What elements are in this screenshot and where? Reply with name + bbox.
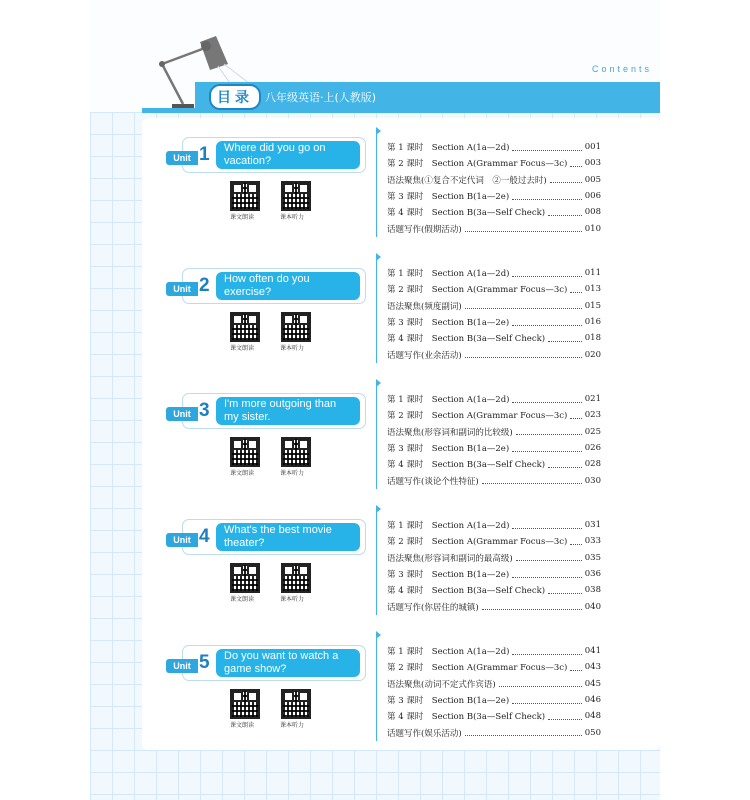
unit-label: Unit [166,282,198,296]
lesson-item[interactable] [387,550,601,566]
lesson-label: 语法聚焦(动词不定式作宾语) [387,679,496,690]
page-number: 015 [584,300,601,311]
qr-label: 课本听力 [280,470,305,477]
unit-header-4 [166,519,366,609]
qr-label: 课文朗读 [230,470,255,477]
lesson-label: 第 3 课时 Section B(1a—2e) [387,444,510,455]
unit-number: 5 [199,652,210,673]
leader-dots [482,603,582,610]
lesson-item[interactable] [387,582,601,598]
lesson-label: 第 1 课时 Section A(1a—2d) [387,269,510,280]
lesson-label: 第 1 课时 Section A(1a—2d) [387,521,510,532]
page-number: 021 [584,394,601,405]
leader-dots [465,729,582,736]
page-number: 016 [584,317,601,328]
leader-dots [548,587,582,594]
unit-title[interactable]: How often do you exercise? [216,272,360,300]
section-divider [376,259,377,363]
lesson-label: 第 2 课时 Section A(Grammar Focus—3c) [387,411,568,422]
page-number: 008 [584,207,601,218]
section-divider [376,511,377,615]
page-number: 040 [584,601,601,612]
lesson-item[interactable] [387,346,601,362]
lesson-label: 第 2 课时 Section A(Grammar Focus—3c) [387,285,568,296]
leader-dots [512,396,581,403]
unit-title[interactable]: I'm more outgoing than my sister. [216,397,360,425]
lesson-label: 第 4 课时 Section B(3a—Self Check) [387,208,546,219]
qr-code-icon[interactable] [230,181,260,211]
contents-label: Contents [591,64,652,74]
lesson-label: 第 4 课时 Section B(3a—Self Check) [387,334,546,345]
lesson-item[interactable] [387,407,601,423]
leader-dots [512,193,582,200]
lesson-item[interactable] [387,220,601,236]
lesson-item[interactable] [387,708,601,724]
leader-dots [512,697,582,704]
page-number: 030 [584,475,601,486]
section-divider [376,637,377,741]
page-number: 023 [584,410,601,421]
unit-number: 1 [199,144,210,165]
qr-code-icon[interactable] [281,689,311,719]
lesson-label: 语法聚焦(形容词和副词的比较级) [387,427,513,438]
lesson-item[interactable] [387,659,601,675]
lesson-item[interactable] [387,172,601,188]
page-number: 031 [584,520,601,531]
unit-header-2 [166,268,366,358]
page-number: 050 [584,727,601,738]
qr-label: 课本听力 [280,596,305,603]
qr-label: 课文朗读 [230,722,255,729]
section-divider [376,385,377,489]
lesson-label: 第 3 课时 Section B(1a—2e) [387,570,510,581]
qr-code-icon[interactable] [281,312,311,342]
lesson-item[interactable] [387,314,601,330]
unit-label: Unit [166,151,198,165]
qr-label: 课本听力 [280,214,305,221]
page-number: 038 [584,585,601,596]
lesson-item[interactable] [387,281,601,297]
unit-header-5 [166,645,366,735]
leader-dots [548,461,582,468]
lesson-label: 第 4 课时 Section B(3a—Self Check) [387,460,546,471]
page-number: 043 [584,662,601,673]
page-number: 028 [584,459,601,470]
page-number: 006 [584,191,601,202]
unit-title[interactable]: Where did you go on vacation? [216,141,360,169]
leader-dots [570,160,581,167]
lesson-item[interactable] [387,298,601,314]
lesson-item[interactable] [387,155,601,171]
lesson-list [387,643,601,741]
page-subtitle: 八年级英语·上(人教版) [265,91,377,104]
leader-dots [548,335,582,342]
lesson-item[interactable] [387,517,601,533]
lesson-label: 第 3 课时 Section B(1a—2e) [387,696,510,707]
page-number: 020 [584,349,601,360]
page-number: 033 [584,536,601,547]
leader-dots [482,477,582,484]
unit-label: Unit [166,533,198,547]
lesson-label: 话题写作(谈论个性特征) [387,476,479,487]
section-divider [376,133,377,237]
lesson-list [387,139,601,237]
unit-number: 3 [199,400,210,421]
qr-code-icon[interactable] [281,181,311,211]
lesson-item[interactable] [387,139,601,155]
unit-number: 2 [199,275,210,296]
leader-dots [548,209,582,216]
lesson-item[interactable] [387,472,601,488]
leader-dots [465,302,582,309]
leader-dots [548,713,582,720]
page-number: 035 [584,552,601,563]
unit-title[interactable]: Do you want to watch a game show? [216,649,360,677]
lesson-list [387,391,601,489]
lesson-label: 第 3 课时 Section B(1a—2e) [387,318,510,329]
page-title: 目录 [209,84,261,110]
lesson-item[interactable] [387,391,601,407]
leader-dots [512,648,581,655]
lesson-label: 第 1 课时 Section A(1a—2d) [387,395,510,406]
lesson-list [387,265,601,363]
lesson-label: 第 2 课时 Section A(Grammar Focus—3c) [387,537,568,548]
leader-dots [512,144,581,151]
lesson-item[interactable] [387,724,601,740]
lesson-label: 第 4 课时 Section B(3a—Self Check) [387,586,546,597]
page-number: 018 [584,333,601,344]
qr-code-icon[interactable] [281,437,311,467]
qr-label: 课文朗读 [230,345,255,352]
qr-label: 课文朗读 [230,214,255,221]
qr-code-icon[interactable] [230,312,260,342]
page-number: 025 [584,426,601,437]
lesson-item[interactable] [387,330,601,346]
leader-dots [512,319,582,326]
lesson-item[interactable] [387,456,601,472]
leader-dots [516,428,582,435]
unit-label: Unit [166,659,198,673]
unit-header-1 [166,137,366,227]
page-number: 026 [584,443,601,454]
unit-number: 4 [199,526,210,547]
page-number: 041 [584,646,601,657]
leader-dots [512,270,581,277]
lesson-item[interactable] [387,566,601,582]
lesson-label: 话题写作(业余活动) [387,350,462,361]
lesson-item[interactable] [387,598,601,614]
qr-code-icon[interactable] [230,689,260,719]
leader-dots [512,445,582,452]
lesson-label: 语法聚焦(频度副词) [387,301,462,312]
unit-header-3 [166,393,366,483]
leader-dots [516,554,582,561]
page-number: 005 [584,174,601,185]
qr-label: 课本听力 [280,722,305,729]
page-number: 048 [584,711,601,722]
lesson-label: 语法聚焦(形容词和副词的最高级) [387,553,513,564]
qr-code-icon[interactable] [281,563,311,593]
leader-dots [570,664,581,671]
qr-code-icon[interactable] [230,563,260,593]
lesson-item[interactable] [387,643,601,659]
qr-label: 课本听力 [280,345,305,352]
lesson-item[interactable] [387,188,601,204]
leader-dots [570,286,581,293]
qr-label: 课文朗读 [230,596,255,603]
lesson-label: 话题写作(你居住的城镇) [387,602,479,613]
leader-dots [465,351,582,358]
page-number: 003 [584,158,601,169]
lesson-label: 第 1 课时 Section A(1a—2d) [387,647,510,658]
lesson-item[interactable] [387,265,601,281]
lesson-label: 第 2 课时 Section A(Grammar Focus—3c) [387,159,568,170]
lesson-item[interactable] [387,440,601,456]
lesson-label: 第 2 课时 Section A(Grammar Focus—3c) [387,663,568,674]
lesson-label: 第 4 课时 Section B(3a—Self Check) [387,712,546,723]
lesson-item[interactable] [387,424,601,440]
leader-dots [512,571,582,578]
lesson-label: 语法聚焦(①复合不定代词 ②一般过去时) [387,175,547,186]
lesson-item[interactable] [387,204,601,220]
page-number: 011 [584,268,601,279]
page-number: 001 [584,142,601,153]
lesson-list [387,517,601,615]
lesson-item[interactable] [387,692,601,708]
leader-dots [570,412,581,419]
lesson-item[interactable] [387,533,601,549]
page-number: 046 [584,695,601,706]
leader-dots [465,225,582,232]
unit-title[interactable]: What's the best movie theater? [216,523,360,551]
lesson-item[interactable] [387,676,601,692]
lesson-label: 第 1 课时 Section A(1a—2d) [387,143,510,154]
page-number: 013 [584,284,601,295]
leader-dots [499,680,582,687]
page-number: 045 [584,678,601,689]
leader-dots [512,522,581,529]
page-number: 036 [584,569,601,580]
lesson-label: 话题写作(假期活动) [387,224,462,235]
unit-label: Unit [166,407,198,421]
leader-dots [550,176,582,183]
lesson-label: 话题写作(娱乐活动) [387,728,462,739]
leader-dots [570,538,581,545]
lesson-label: 第 3 课时 Section B(1a—2e) [387,192,510,203]
page-number: 010 [584,223,601,234]
qr-code-icon[interactable] [230,437,260,467]
